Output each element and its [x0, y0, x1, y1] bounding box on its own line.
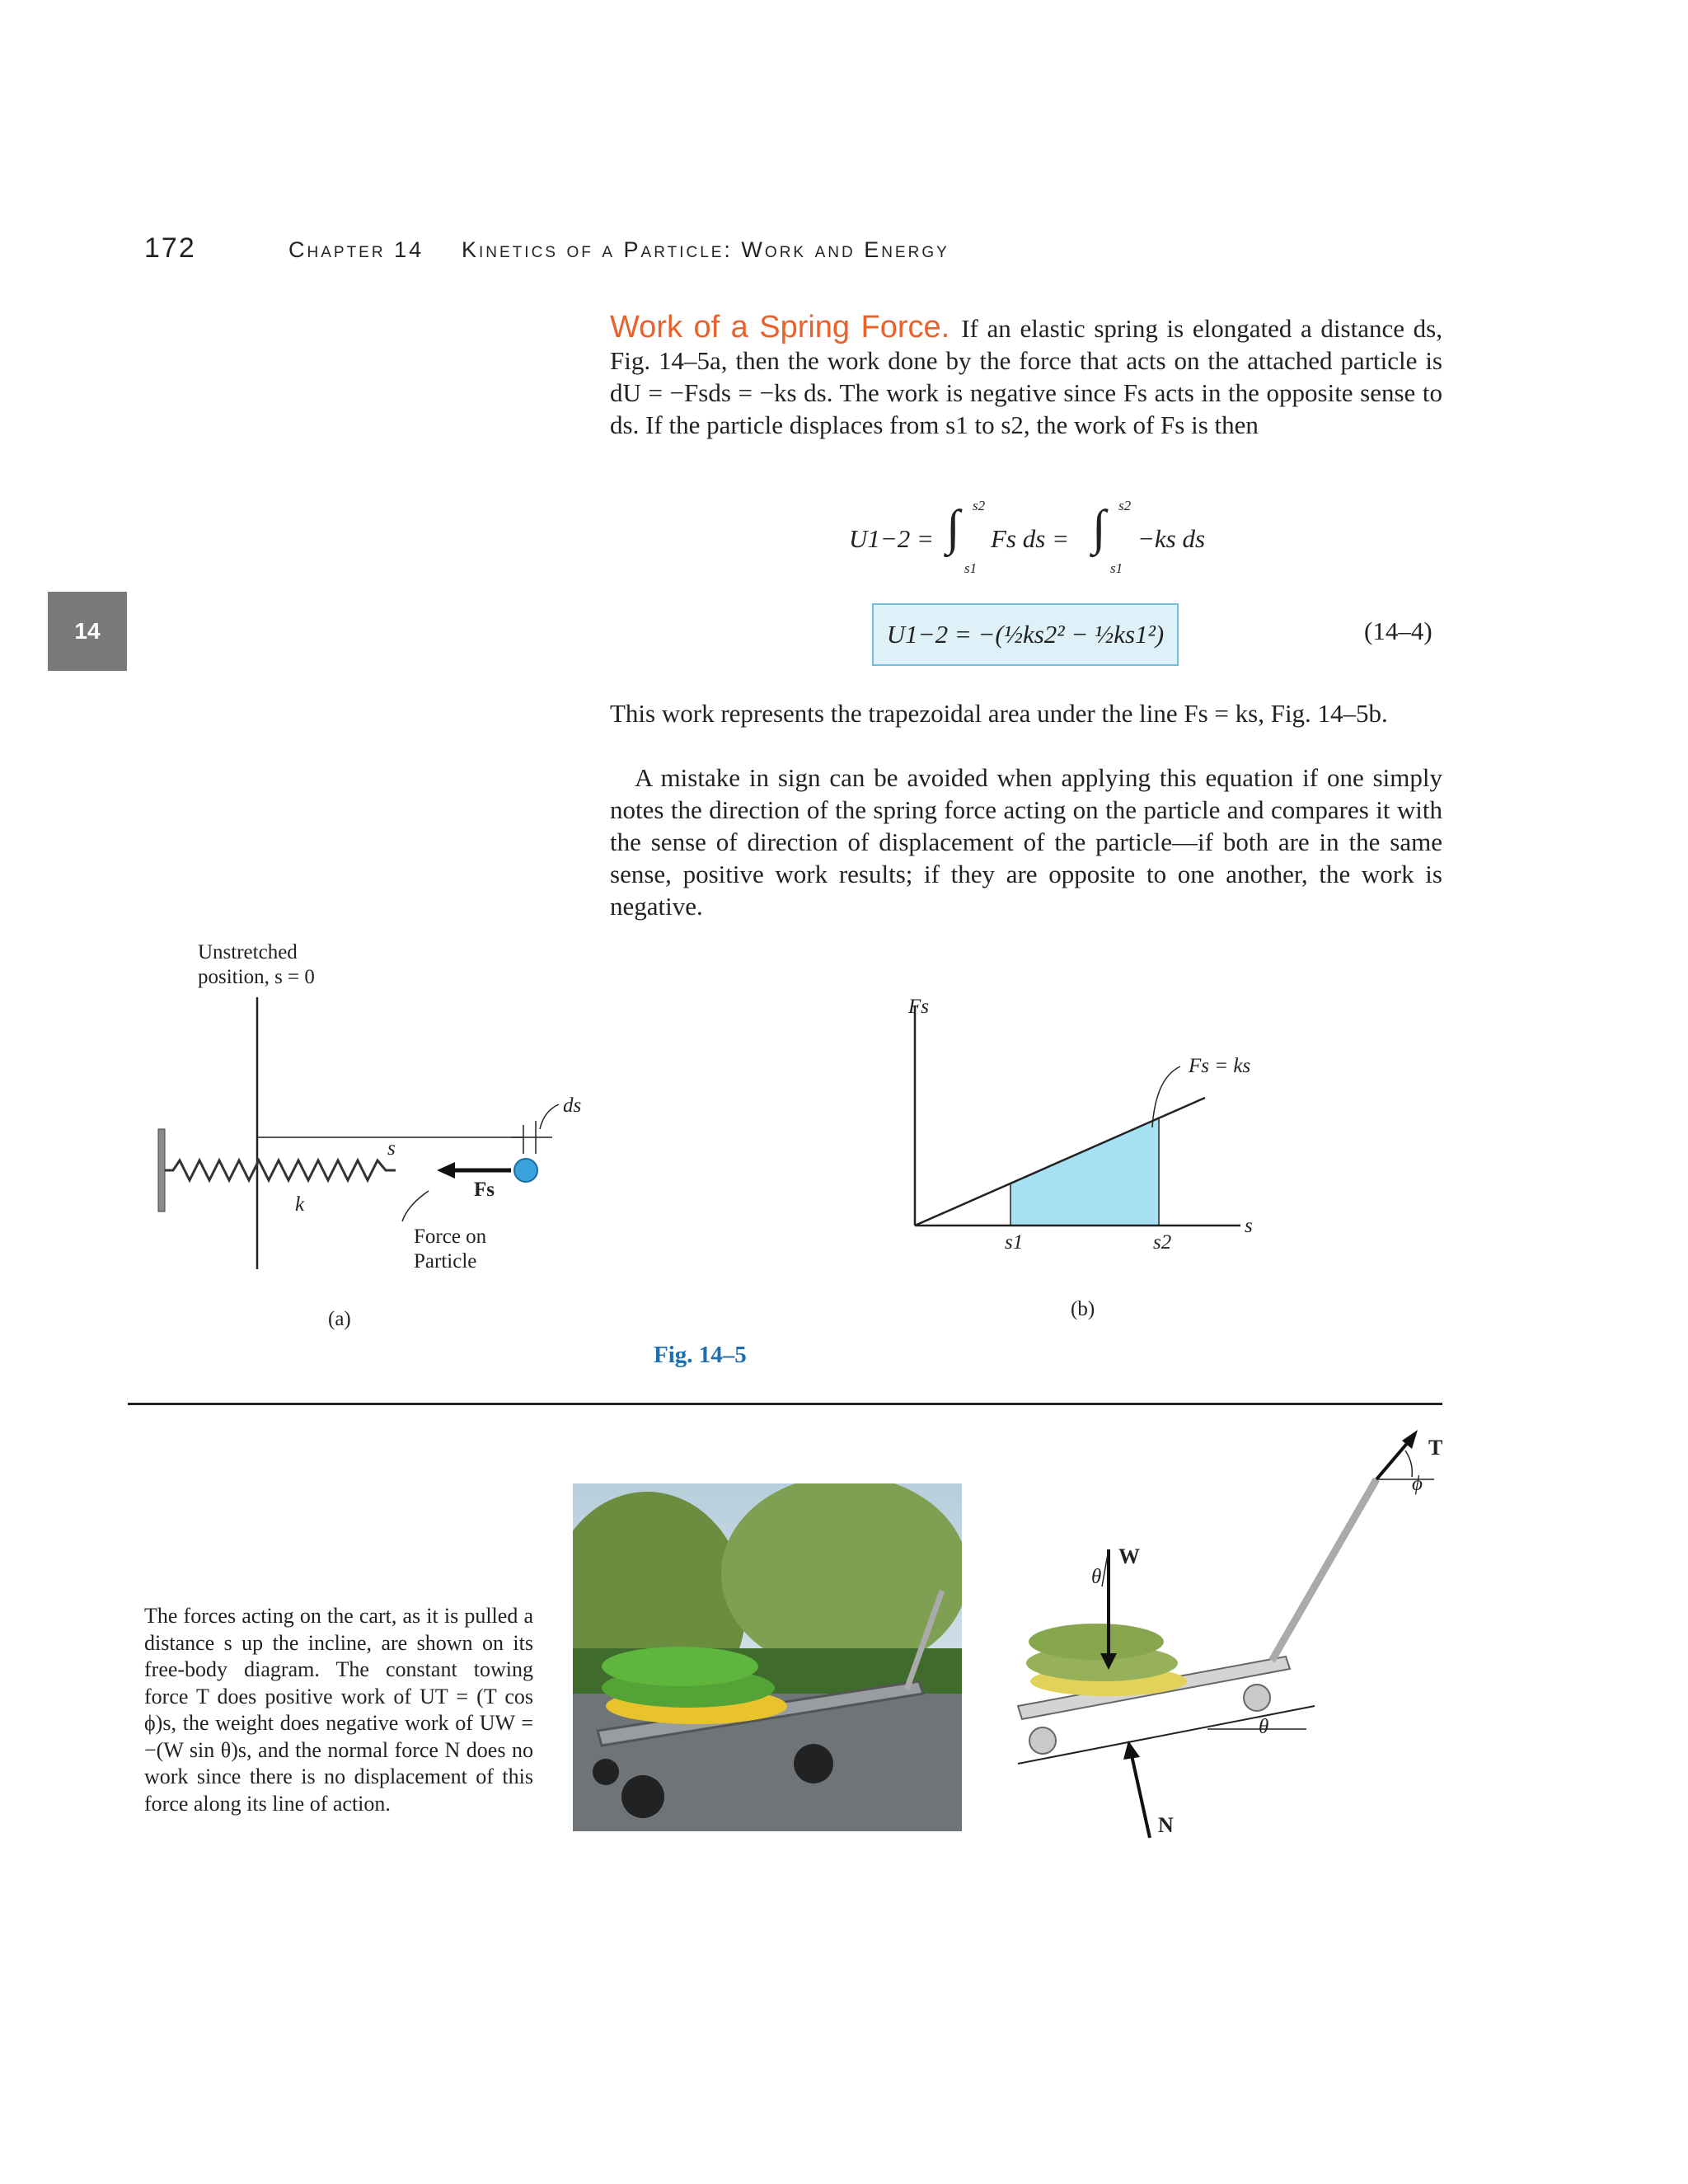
limit-lower-1: s1: [964, 560, 978, 576]
limit-upper-1: s2: [973, 498, 986, 513]
paragraph-trapezoid: This work represents the trapezoidal area under the line Fs = ks, Fig. 14–5b.: [610, 699, 1388, 728]
label-particle: Particle: [414, 1250, 477, 1272]
chapter-tab-label: 14: [74, 618, 101, 644]
figure-b-caption: (b): [1071, 1298, 1095, 1320]
ds-leader: [540, 1104, 559, 1129]
label-unstretched-2: position, s = 0: [198, 966, 315, 988]
section-heading: Work of a Spring Force.: [610, 310, 950, 344]
boxed-equation-text: U1−2 = −(½ks2² − ½ks1²): [886, 620, 1165, 649]
fbd-cushion-green-2: [1029, 1624, 1164, 1660]
integral-sign-2: ∫: [1092, 500, 1106, 555]
cart-wheel-front: [621, 1775, 664, 1818]
force-leader: [402, 1191, 429, 1221]
photo-caption: The forces acting on the cart, as it is pulled a distance s up the incline, are shown on its free-body diagram. The constant towing force T does positive work of UT = (T cos ϕ)s, the weight does negative work of UW = −(W sin θ)s, and the normal force N does no work since there is no displacement of this force along its line of action.: [144, 1604, 533, 1816]
label-Fs: Fs: [474, 1179, 495, 1201]
green-cushion-2: [602, 1647, 758, 1686]
label-s: s: [387, 1137, 396, 1160]
work-integral-equation: [849, 494, 1294, 585]
n-force-arrow-shaft: [1132, 1755, 1150, 1838]
spring: [165, 1160, 396, 1180]
section-divider: [128, 1403, 1442, 1405]
chapter-label: Chapter 14: [288, 237, 424, 262]
label-ds: ds: [563, 1094, 582, 1117]
limit-upper-2: s2: [1118, 498, 1132, 513]
fbd-wheel-left: [1029, 1727, 1056, 1754]
label-W: W: [1118, 1544, 1140, 1568]
force-arrow-head: [437, 1162, 455, 1179]
figure-a-caption: (a): [328, 1308, 351, 1330]
label-theta-incline: θ: [1259, 1716, 1269, 1738]
cart-wheel-rear: [794, 1744, 833, 1783]
section-intro: [610, 312, 1442, 441]
cart-wheel-small: [593, 1759, 619, 1785]
paragraph-sign-note: A mistake in sign can be avoided when applying this equation if one simply notes the direction of the spring force acting on the particle and compares it with the sense of direction of displacement of the particle—if both are in the same sense, positive work results; if they are opposite to one another, the work is negative.: [610, 763, 1442, 921]
label-s1: s1: [1005, 1231, 1024, 1254]
fbd-wheel-right: [1244, 1685, 1270, 1711]
label-s-axis: s: [1245, 1215, 1253, 1237]
t-force-arrow-shaft: [1376, 1441, 1409, 1479]
label-fs-axis: Fs: [908, 996, 929, 1018]
chapter-tab: [48, 592, 127, 671]
chapter-title: Kinetics of a Particle: Work and Energy: [462, 237, 950, 262]
incline-line: [1018, 1706, 1315, 1764]
figure-b-force-graph: [898, 989, 1294, 1253]
section-intro-text: If an elastic spring is elongated a distance ds, Fig. 14–5a, then the work done by the force that acts on the attached particle is dU = −Fsds = −ks ds. The work is negative since Fs acts in the opposite sense to ds. If the particle displaces from s1 to s2, the work of Fs is then: [610, 314, 1442, 439]
boxed-equation: [872, 603, 1179, 666]
label-s2: s2: [1153, 1231, 1172, 1254]
wall: [158, 1129, 165, 1212]
limit-lower-2: s1: [1110, 560, 1123, 576]
label-phi: ϕ: [1412, 1473, 1423, 1495]
label-unstretched-1: Unstretched: [198, 941, 298, 963]
figure-caption: Fig. 14–5: [654, 1342, 747, 1368]
free-body-diagram: [1010, 1426, 1463, 1854]
figure-a-spring-diagram: [124, 989, 618, 1302]
label-theta-weight: θ: [1091, 1566, 1102, 1588]
label-k: k: [295, 1193, 305, 1216]
eq1-lhs: U1−2 =: [849, 524, 934, 553]
equation-number: (14–4): [1364, 616, 1432, 645]
fbd-handle: [1272, 1479, 1376, 1661]
work-area: [1010, 1118, 1159, 1226]
label-N: N: [1158, 1813, 1174, 1837]
page-number: 172: [144, 232, 196, 264]
eq1-mid: Fs ds =: [991, 524, 1069, 553]
particle: [514, 1159, 537, 1182]
label-T: T: [1428, 1436, 1443, 1460]
label-fs-equals-ks: Fs = ks: [1189, 1055, 1251, 1077]
cart-photo: [573, 1483, 962, 1831]
label-force-on: Force on: [414, 1226, 487, 1248]
integral-sign-1: ∫: [946, 500, 960, 555]
eq1-rhs: −ks ds: [1137, 524, 1206, 553]
